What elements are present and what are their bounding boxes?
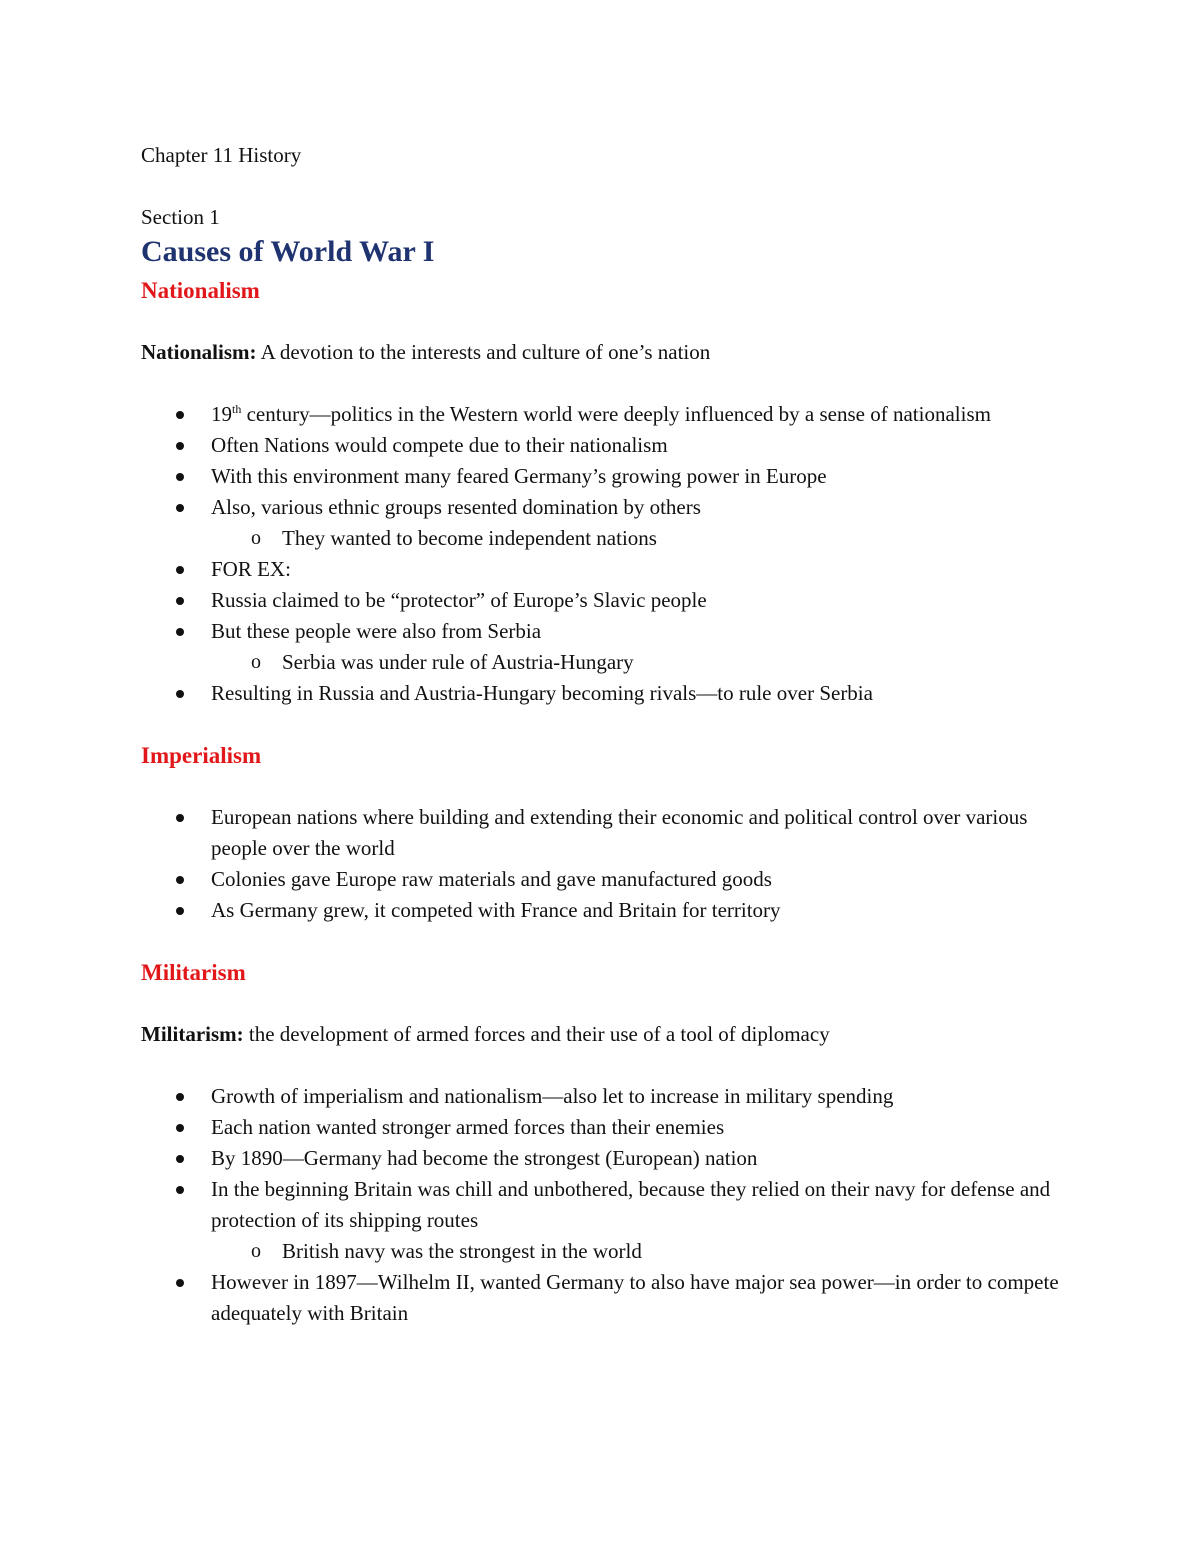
bullet-icon	[176, 1093, 184, 1101]
list-item	[141, 461, 1071, 492]
definition-term: Nationalism:	[141, 340, 257, 364]
list-item	[141, 616, 1071, 647]
bullet-icon	[176, 504, 184, 512]
list-item-text: Often Nations would compete due to their nationalism	[211, 433, 668, 457]
imperialism-heading: Imperialism	[141, 743, 262, 768]
bullet-icon	[176, 690, 184, 698]
bullet-icon	[176, 876, 184, 884]
militarism-list	[141, 1081, 1071, 1329]
bullet-icon	[176, 411, 184, 419]
list-item-text: In the beginning Britain was chill and unbothered, because they relied on their navy for defense and protection of its shipping routes	[211, 1177, 1051, 1232]
bullet-icon	[176, 566, 184, 574]
list-item	[141, 492, 1071, 523]
imperialism-section	[141, 740, 1071, 926]
bullet-icon	[176, 907, 184, 915]
list-item-text: Serbia was under rule of Austria-Hungary	[282, 650, 634, 674]
bullet-icon	[176, 597, 184, 605]
sub-bullet-icon: o	[251, 527, 261, 549]
bullet-icon	[176, 1155, 184, 1163]
sub-list-item	[141, 647, 1071, 678]
militarism-definition	[141, 1019, 1071, 1050]
list-item	[141, 1267, 1071, 1329]
list-item-text: European nations where building and extending their economic and political control over various people over the world	[211, 805, 1028, 860]
list-item	[141, 1174, 1071, 1236]
list-item-text: They wanted to become independent nations	[282, 526, 657, 550]
bullet-icon	[176, 442, 184, 450]
list-item	[141, 1143, 1071, 1174]
list-item-text: Colonies gave Europe raw materials and gave manufactured goods	[211, 867, 772, 891]
definition-term: Militarism:	[141, 1022, 244, 1046]
list-item	[141, 1081, 1071, 1112]
imperialism-list	[141, 802, 1071, 926]
nationalism-section	[141, 275, 1071, 709]
bullet-icon	[176, 1124, 184, 1132]
definition-text: A devotion to the interests and culture of one’s nation	[256, 340, 711, 364]
sub-bullet-icon: o	[251, 1240, 261, 1262]
nationalism-list	[141, 399, 1071, 709]
list-item	[141, 864, 1071, 895]
list-item	[141, 399, 1071, 430]
list-item-text: Growth of imperialism and nationalism—also let to increase in military spending	[211, 1084, 894, 1108]
sub-list-item	[141, 1236, 1071, 1267]
definition-text: the development of armed forces and their use of a tool of diplomacy	[243, 1022, 830, 1046]
bullet-icon	[176, 473, 184, 481]
list-item-text: By 1890—Germany had become the strongest (European) nation	[211, 1146, 758, 1170]
militarism-heading: Militarism	[141, 960, 246, 985]
list-item-text: Each nation wanted stronger armed forces than their enemies	[211, 1115, 725, 1139]
list-item	[141, 585, 1071, 616]
main-heading: Causes of World War I	[141, 235, 435, 268]
list-item-text: However in 1897—Wilhelm II, wanted Germany to also have major sea power—in order to compete adequately with Britain	[211, 1270, 1059, 1325]
bullet-icon	[176, 1186, 184, 1194]
sub-bullet-icon: o	[251, 651, 261, 673]
list-item-text: British navy was the strongest in the world	[282, 1239, 642, 1263]
list-item	[141, 554, 1071, 585]
document-page	[141, 140, 1071, 1360]
list-item	[141, 802, 1071, 864]
militarism-section	[141, 957, 1071, 1329]
list-item-text: Resulting in Russia and Austria-Hungary becoming rivals—to rule over Serbia	[211, 681, 873, 705]
list-item-text: With this environment many feared Germany’s growing power in Europe	[211, 464, 827, 488]
sub-list-item	[141, 523, 1071, 554]
list-item-text: As Germany grew, it competed with France and Britain for territory	[211, 898, 781, 922]
section-label: Section 1	[141, 205, 220, 229]
list-item-text: But these people were also from Serbia	[211, 619, 542, 643]
bullet-icon	[176, 628, 184, 636]
bullet-icon	[176, 1279, 184, 1287]
list-item-text: Also, various ethnic groups resented domination by others	[211, 495, 701, 519]
list-item-text: FOR EX:	[211, 557, 291, 581]
century-number: 19	[211, 402, 232, 426]
list-item	[141, 430, 1071, 461]
bullet-icon	[176, 814, 184, 822]
nationalism-heading: Nationalism	[141, 278, 260, 303]
list-item-text: century—politics in the Western world were deeply influenced by a sense of nationalism	[241, 402, 991, 426]
list-item	[141, 895, 1071, 926]
list-item	[141, 1112, 1071, 1143]
list-item-text: Russia claimed to be “protector” of Europe’s Slavic people	[211, 588, 707, 612]
nationalism-definition	[141, 337, 1071, 368]
list-item	[141, 678, 1071, 709]
document-title: Chapter 11 History	[141, 143, 302, 167]
ordinal-suffix: th	[232, 402, 242, 416]
